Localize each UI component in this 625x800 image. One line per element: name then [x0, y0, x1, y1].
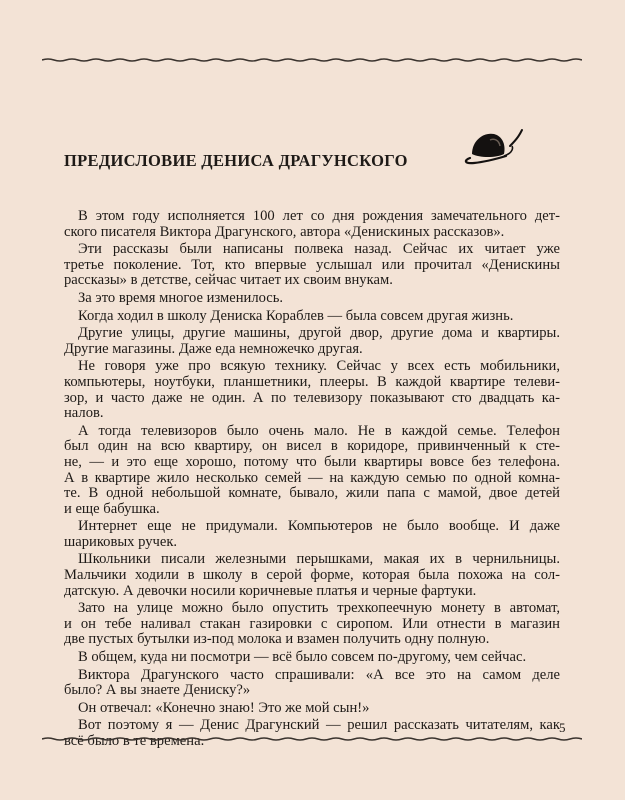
text-line: был один на всю квартиру, он висел в коридоре, привинченный к сте- [64, 438, 560, 455]
paragraph [64, 326, 560, 357]
text-line: Он отвечал: «Конечно знаю! Это же мой сын!» [78, 699, 370, 716]
hat-icon [462, 128, 524, 166]
text-line: Зато на улице можно было опустить трехкопеечную монету в автомат, [78, 600, 560, 617]
text-line: Эти рассказы были написаны полвека назад. Сейчас их читает уже [78, 241, 560, 258]
text-line: третье поколение. Тот, кто впервые услышал или прочитал «Денискины [64, 256, 560, 273]
top-wavy-rule [42, 57, 582, 63]
text-line: Другие магазины. Даже еда немножечко другая. [64, 340, 363, 357]
text-line: налов. [64, 405, 104, 422]
paragraph [64, 242, 560, 289]
text-line: зор, и часто даже не один. А по телевизору показывают сто двадцать ка- [64, 389, 560, 406]
text-line: было? А вы знаете Дениску?» [64, 682, 251, 699]
text-line: В этом году исполняется 100 лет со дня рождения замечательного дет- [78, 208, 560, 224]
paragraph [64, 291, 560, 307]
text-line: В общем, куда ни посмотри — всё было совсем по-другому, чем сейчас. [78, 649, 527, 666]
paragraph [64, 701, 560, 717]
paragraph [64, 718, 560, 749]
text-line: компьютеры, ноутбуки, планшетники, плееры. В каждой квартире телеви- [64, 373, 560, 390]
text-line: Мальчики ходили в школу в серой форме, которая была похожа на сол- [64, 567, 560, 584]
text-line: шариковых ручек. [64, 533, 178, 550]
paragraph [64, 601, 560, 648]
text-line: Виктора Драгунского часто спрашивали: «А все это на самом деле [78, 666, 560, 683]
text-line: не, — и это еще хорошо, потому что были квартиры вовсе без телефона. [64, 453, 560, 470]
paragraph [64, 359, 560, 421]
text-line: две пустых бутылки из-под молока и взамен получить одну полную. [64, 631, 490, 648]
text-line: Когда ходил в школу Дениска Кораблев — была совсем другая жизнь. [78, 307, 514, 324]
text-line: Вот поэтому я — Денис Драгунский — решил рассказать читателям, как [78, 717, 560, 734]
bottom-wavy-rule [42, 736, 582, 742]
text-line: и он тебе наливал стакан газировки с сиропом. Или отнести в магазин [64, 615, 560, 632]
paragraph [64, 309, 560, 325]
text-line: Не говоря уже про всякую технику. Сейчас у всех есть мобильники, [78, 358, 560, 375]
paragraph [64, 552, 560, 599]
paragraph [64, 668, 560, 699]
text-line: датскую. А девочки носили коричневые платья и черные фартуки. [64, 582, 477, 599]
text-line: и еще бабушка. [64, 500, 160, 517]
text-line: всё было в те времена. [64, 733, 205, 749]
page-number: 5 [559, 720, 566, 735]
paragraph [64, 209, 560, 240]
text-line: те. В одной небольшой комнате, бывало, жили папа с мамой, двое детей [64, 485, 560, 502]
text-line: Другие улицы, другие машины, другой двор, другие дома и квартиры. [78, 325, 560, 342]
text-line: Школьники писали железными перышками, макая их в чернильницы. [78, 551, 560, 568]
text-line: За это время многое изменилось. [78, 289, 284, 306]
text-line: Интернет еще не придумали. Компьютеров не было вообще. И даже [78, 518, 560, 535]
chapter-title: ПРЕДИСЛОВИЕ ДЕНИСА ДРАГУНСКОГО [64, 151, 408, 170]
preface-text [64, 209, 560, 752]
paragraph [64, 650, 560, 666]
text-line: рассказы» в детстве, сейчас читает их своим внукам. [64, 272, 393, 289]
text-line: А тогда телевизоров было очень мало. Не в каждой семье. Телефон [78, 422, 560, 439]
paragraph [64, 424, 560, 518]
text-line: ского писателя Виктора Драгунского, автора «Денискиных рассказов». [64, 223, 505, 240]
text-line: А в квартире жило несколько семей — на каждую семью по одной комна- [64, 469, 560, 486]
paragraph [64, 519, 560, 550]
